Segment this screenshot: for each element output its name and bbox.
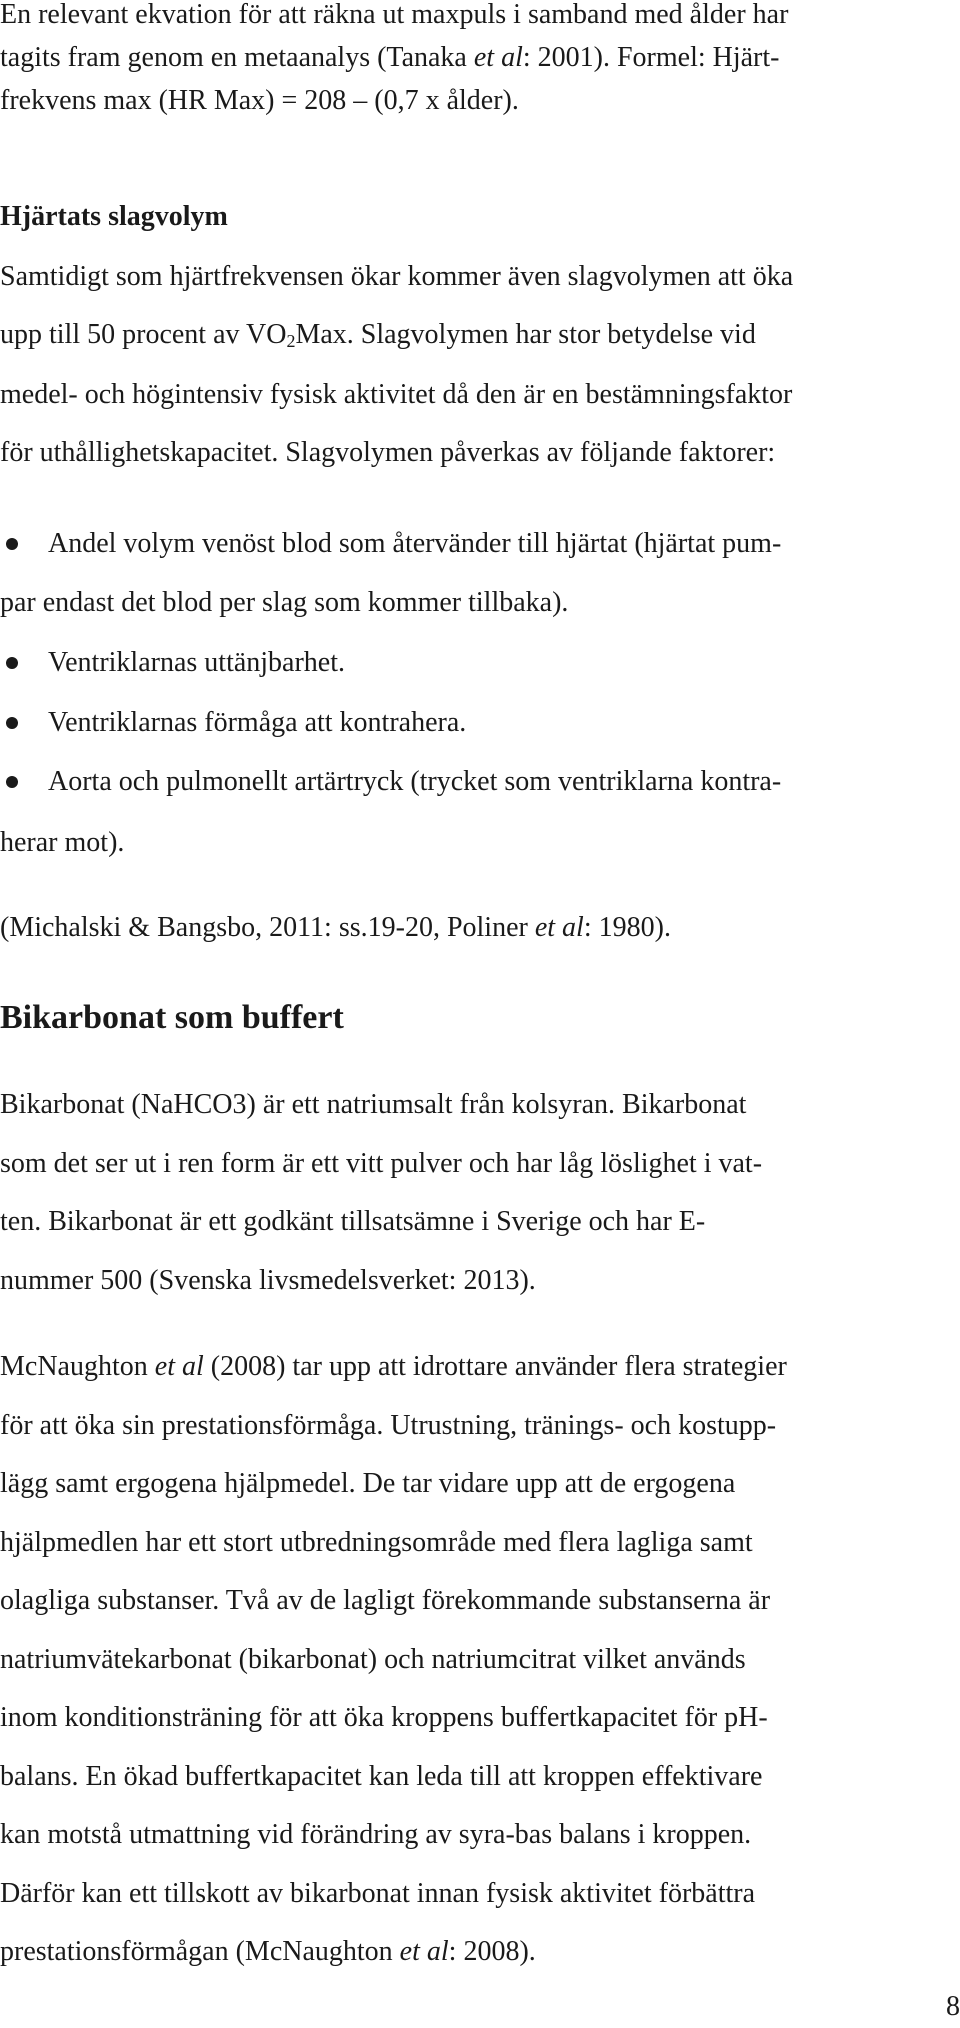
text-span: Ventriklarnas uttänjbarhet. [48, 647, 346, 678]
paragraph-line [0, 1701, 768, 1735]
paragraph-line [0, 1584, 770, 1618]
paragraph-line [0, 41, 779, 75]
paragraph-line [0, 1818, 751, 1852]
text-span: Ventriklarnas förmåga att kontrahera. [48, 707, 467, 738]
text-span: ten. Bikarbonat är ett godkänt tillsatsämne i Sverige och har E- [0, 1206, 706, 1237]
paragraph-line [0, 1350, 787, 1384]
text-span: som det ser ut i ren form är ett vitt pulver och har låg löslighet i vat- [0, 1148, 763, 1179]
bullet-icon [6, 657, 18, 669]
text-span: Bikarbonat (NaHCO3) är ett natriumsalt från kolsyran. Bikarbonat [0, 1089, 747, 1120]
text-span: inom konditionsträning för att öka kroppens buffertkapacitet för pH- [0, 1702, 768, 1733]
paragraph-line [0, 1467, 735, 1501]
paragraph-line [0, 260, 793, 294]
bullet-icon [6, 776, 18, 788]
page-number: 8 [946, 1991, 960, 2022]
list-item-continuation [0, 586, 568, 620]
list-item [48, 765, 781, 799]
text-span: Andel volym venöst blod som återvänder till hjärtat (hjärtat pum- [48, 528, 782, 559]
italic-text: et al [534, 912, 584, 943]
text-span: par endast det blod per slag som kommer tillbaka). [0, 587, 569, 618]
paragraph-line [0, 1526, 753, 1560]
text-span: medel- och högintensiv fysisk aktivitet då den är en bestämningsfaktor [0, 379, 793, 410]
bullet-icon [6, 717, 18, 729]
paragraph-line [0, 84, 519, 118]
text-span: : 2008). [448, 1936, 536, 1967]
bullet-icon [6, 538, 18, 550]
text-span: nummer 500 (Svenska livsmedelsverket: 2013). [0, 1265, 536, 1296]
section-heading-slagvolym: Hjärtats slagvolym [0, 201, 228, 232]
paragraph-line [0, 318, 756, 352]
paragraph-line [0, 1760, 762, 1794]
text-span: hjälpmedlen har ett stort utbredningsområde med flera lagliga samt [0, 1527, 753, 1558]
text-span: (Michalski & Bangsbo, 2011: ss.19-20, Poliner [0, 912, 535, 943]
paragraph-line [0, 1205, 705, 1239]
text-span: En relevant ekvation för att räkna ut maxpuls i samband med ålder har [0, 0, 789, 30]
text-span: tagits fram genom en metaanalys (Tanaka [0, 42, 474, 73]
section-heading-bikarbonat: Bikarbonat som buffert [0, 999, 344, 1036]
paragraph-line [0, 1935, 536, 1969]
text-span: McNaughton [0, 1351, 155, 1382]
text-span: Max. Slagvolymen har stor betydelse vid [295, 319, 756, 350]
text-span: Därför kan ett tillskott av bikarbonat innan fysisk aktivitet förbättra [0, 1878, 756, 1909]
paragraph-line [0, 436, 775, 470]
list-item [48, 706, 466, 740]
italic-text: et al [473, 42, 523, 73]
text-span: balans. En ökad buffertkapacitet kan leda till att kroppen effektivare [0, 1761, 763, 1792]
text-span: olagliga substanser. Två av de lagligt förekommande substanserna är [0, 1585, 771, 1616]
paragraph-line [0, 1877, 755, 1911]
subscript: 2 [286, 331, 296, 351]
text-span: kan motstå utmattning vid förändring av syra-bas balans i kroppen. [0, 1819, 752, 1850]
italic-text: et al [154, 1351, 204, 1382]
paragraph-line [0, 1409, 776, 1443]
text-span: lägg samt ergogena hjälpmedel. De tar vidare upp att de ergogena [0, 1468, 736, 1499]
text-span: natriumvätekarbonat (bikarbonat) och natriumcitrat vilket används [0, 1644, 746, 1675]
paragraph-line [0, 1147, 762, 1181]
paragraph-line [0, 378, 792, 412]
text-span: Aorta och pulmonellt artärtryck (trycket som ventriklarna kontra- [48, 766, 782, 797]
paragraph-line [0, 1264, 536, 1298]
text-span: för uthållighetskapacitet. Slagvolymen påverkas av följande faktorer: [0, 437, 776, 468]
list-item [48, 527, 781, 561]
text-span: upp till 50 procent av VO [0, 319, 287, 350]
text-span: Samtidigt som hjärtfrekvensen ökar kommer även slagvolymen att öka [0, 261, 794, 292]
text-span: (2008) tar upp att idrottare använder flera strategier [203, 1351, 787, 1382]
text-span: prestationsförmågan (McNaughton [0, 1936, 400, 1967]
reference-line [0, 911, 671, 945]
list-item-continuation [0, 826, 124, 860]
text-span: herar mot). [0, 827, 125, 858]
paragraph-line [0, 1643, 746, 1677]
list-item [48, 646, 345, 680]
paragraph-line [0, 0, 788, 32]
italic-text: et al [399, 1936, 449, 1967]
text-span: för att öka sin prestationsförmåga. Utrustning, tränings- och kostupp- [0, 1410, 777, 1441]
text-span: frekvens max (HR Max) = 208 – (0,7 x ålder). [0, 85, 519, 116]
text-span: : 2001). Formel: Hjärt- [522, 42, 780, 73]
text-span: : 1980). [583, 912, 671, 943]
paragraph-line [0, 1088, 746, 1122]
